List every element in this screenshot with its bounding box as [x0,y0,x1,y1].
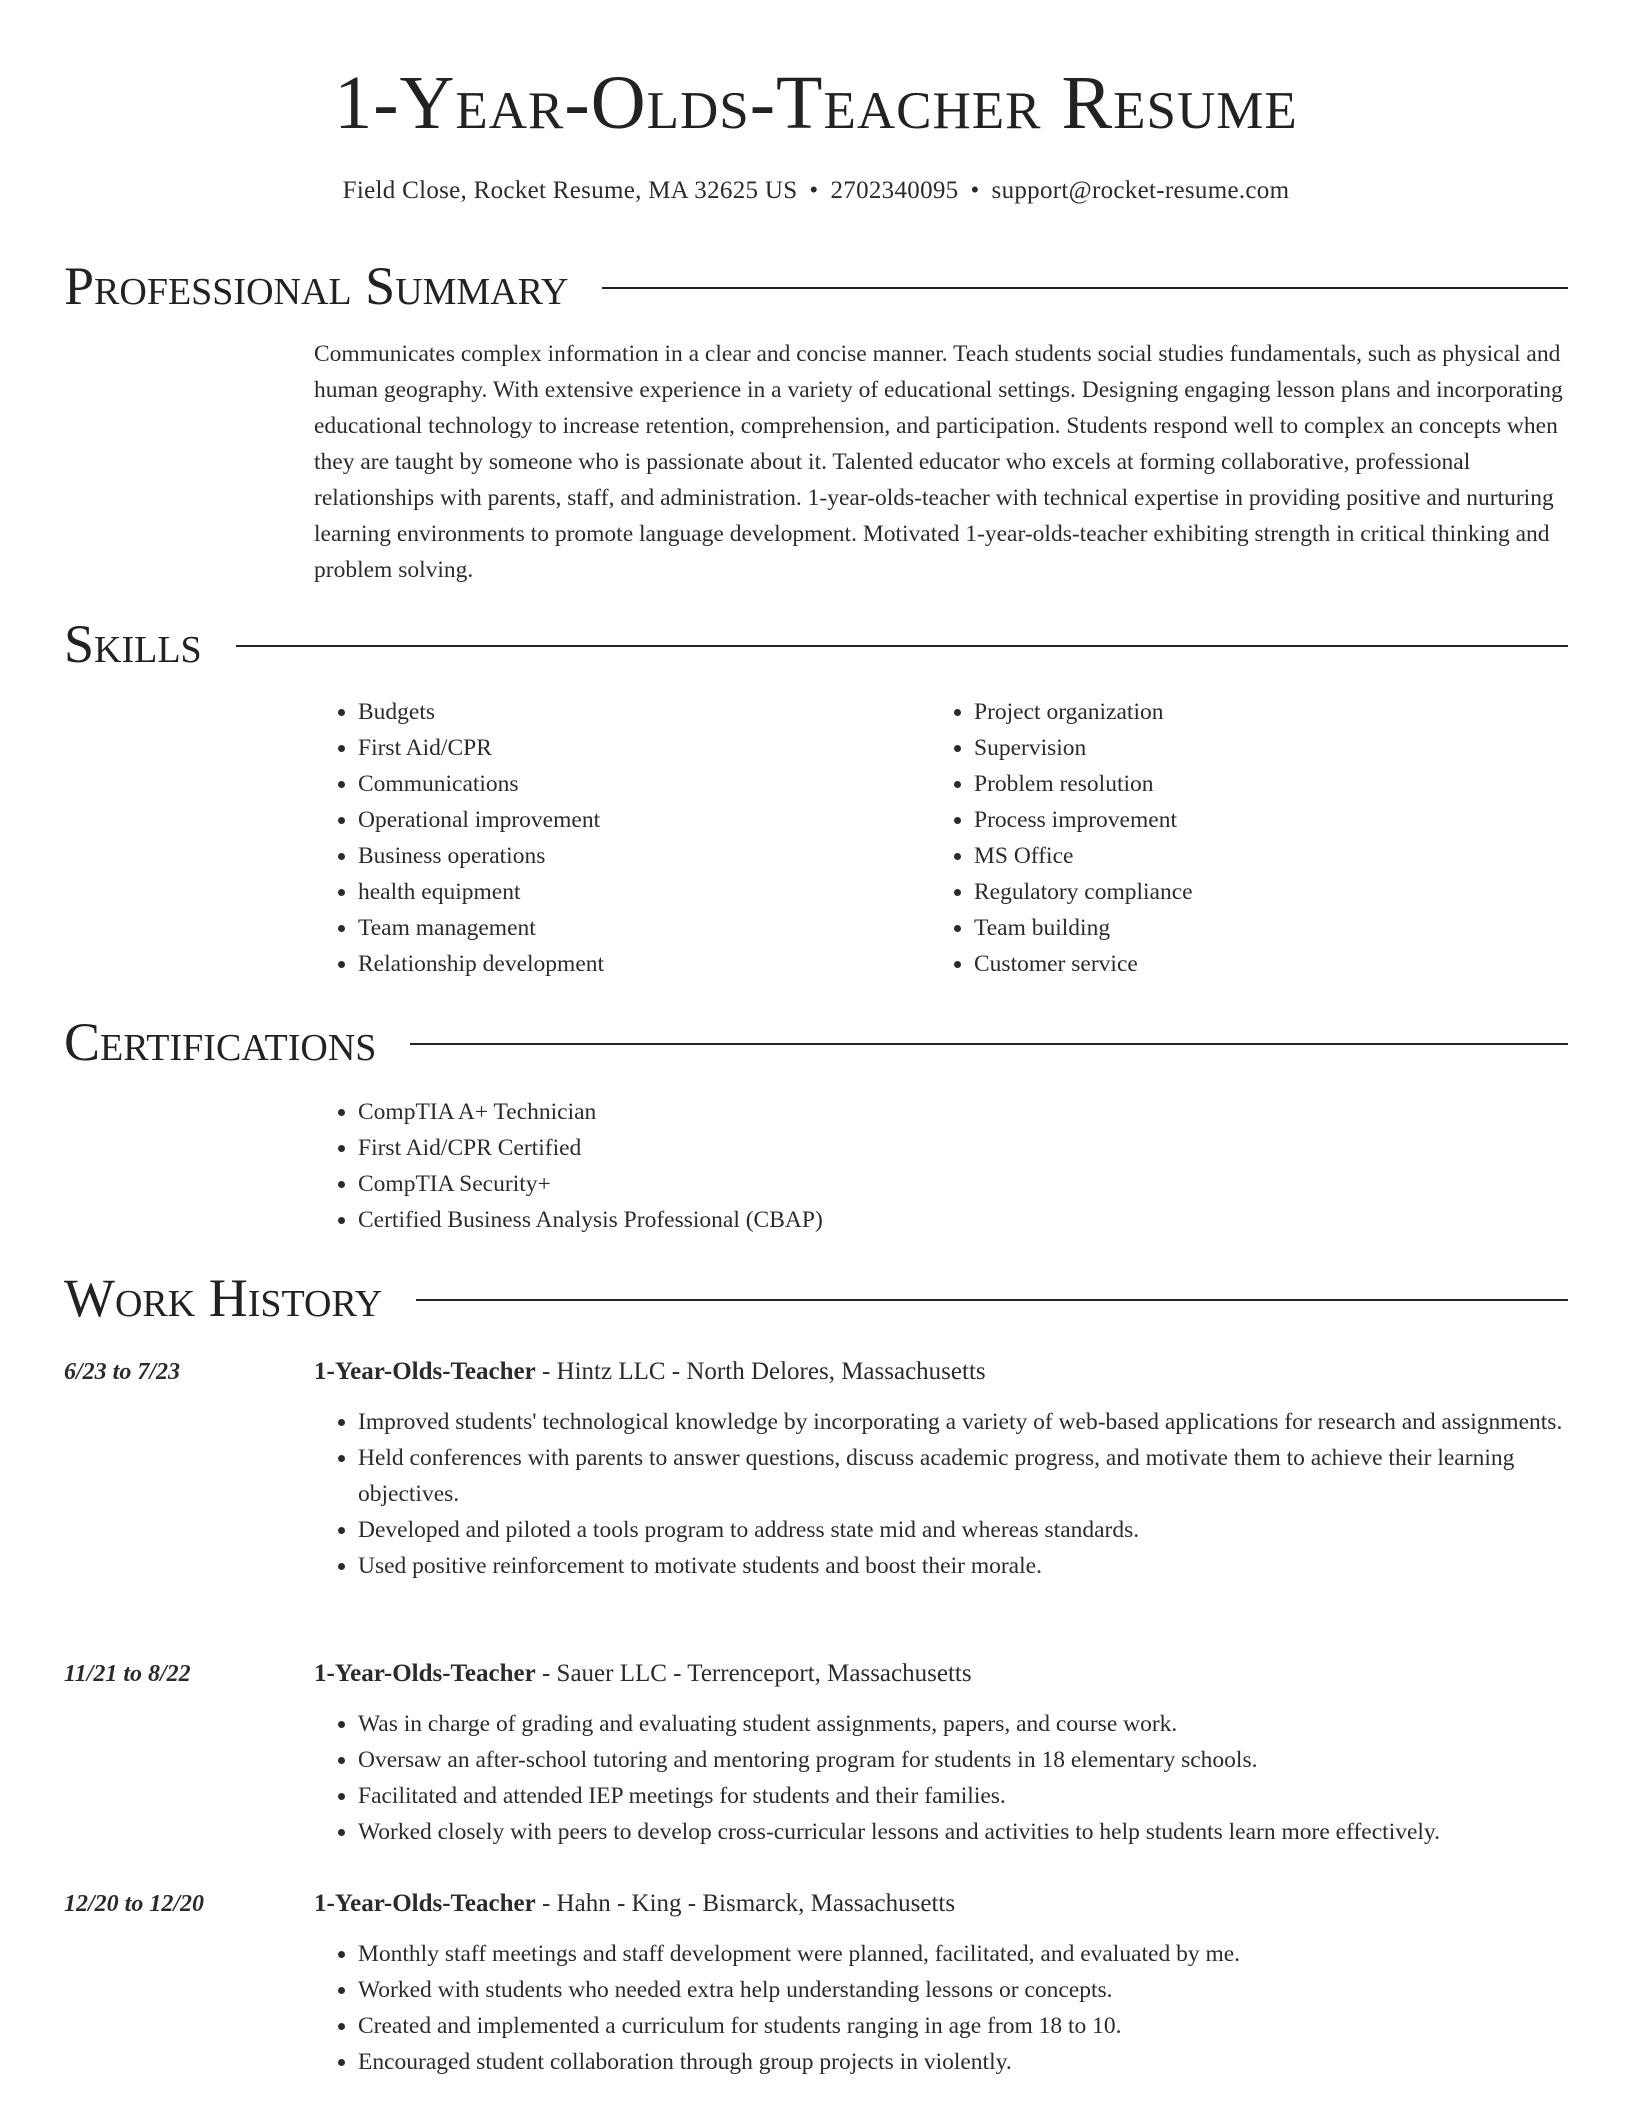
skills-column-right [930,694,1546,982]
list-item: • Regulatory compliance [974,874,1546,910]
list-item: • Business operations [358,838,930,874]
summary-section-header [64,254,1568,318]
certifications-section-header [64,1010,1568,1074]
list-item: • Certified Business Analysis Professional (CBAP) [358,1202,1568,1238]
job-employer: - Hintz LLC - North Delores, Massachusetts [535,1358,986,1385]
resume-title: 1-Year-Olds-Teacher Resume [334,61,1298,145]
job-title: 1-Year-Olds-Teacher [314,1890,536,1917]
summary-body [314,336,1568,588]
list-item: • Team building [974,910,1546,946]
job-dates: 11/21 to 8/22 [64,1661,191,1687]
certifications-heading: Certifications [64,1012,377,1072]
skills-column-left [314,694,930,982]
section-divider [236,645,1568,647]
list-item: • Worked closely with peers to develop cross-curricular lessons and activities to help students learn more effectively. [358,1814,1568,1850]
list-item: • Team management [358,910,930,946]
contact-separator: • [970,177,980,204]
job-bullets [314,1404,1568,1584]
job-bullets [314,1936,1568,2080]
job-bullets [314,1706,1568,1850]
job-details [314,1886,1568,2080]
list-item: • Customer service [974,946,1546,982]
list-item: • Monthly staff meetings and staff development were planned, facilitated, and evaluated by me. [358,1936,1568,1972]
job-details [314,1656,1568,1850]
list-item: • Used positive reinforcement to motivate students and boost their morale. [358,1548,1568,1584]
work-history-section-header [64,1266,1568,1330]
list-item: • Oversaw an after-school tutoring and mentoring program for students in 18 elementary schools. [358,1742,1568,1778]
list-item: • Supervision [974,730,1546,766]
list-item: • Encouraged student collaboration through group projects in violently. [358,2044,1568,2080]
contact-address: Field Close, Rocket Resume, MA 32625 US [342,177,798,204]
list-item: • Held conferences with parents to answer questions, discuss academic progress, and motivate them to achieve their learning objectives. [358,1440,1568,1512]
skills-list [314,694,1568,982]
list-item: • Created and implemented a curriculum for students ranging in age from 18 to 10. [358,2008,1568,2044]
job-employer: - Hahn - King - Bismarck, Massachusetts [535,1890,956,1917]
list-item: • First Aid/CPR [358,730,930,766]
list-item: • Developed and piloted a tools program to address state mid and whereas standards. [358,1512,1568,1548]
list-item: • Problem resolution [974,766,1546,802]
certifications-body [314,1094,1568,1238]
section-divider [602,287,1568,289]
job-title-line [314,1656,1568,1692]
list-item: • Communications [358,766,930,802]
list-item: • MS Office [974,838,1546,874]
list-item: • Operational improvement [358,802,930,838]
list-item: • CompTIA A+ Technician [358,1094,1568,1130]
job-title: 1-Year-Olds-Teacher [314,1660,536,1687]
contact-phone: 2702340095 [830,177,959,204]
job-details [314,1354,1568,1584]
work-history-heading: Work History [64,1268,383,1328]
list-item: • CompTIA Security+ [358,1166,1568,1202]
section-divider [410,1043,1568,1045]
skills-heading: Skills [64,614,202,674]
list-item: • Was in charge of grading and evaluating student assignments, papers, and course work. [358,1706,1568,1742]
list-item: • First Aid/CPR Certified [358,1130,1568,1166]
list-item: • Worked with students who needed extra help understanding lessons or concepts. [358,1972,1568,2008]
job-title-line [314,1886,1568,1922]
summary-text: Communicates complex information in a clear and concise manner. Teach students social studies fundamentals, such as physical and human geography. With extensive experience in a variety of educational settings. Designing engaging lesson plans and incorporating educational technology to increase retention, comprehension, and participation. Students respond well to complex an concepts when they are taught by someone who is passionate about it. Talented educator who excels at forming collaborative, professional relationships with parents, staff, and administration. 1-year-olds-teacher with technical expertise in providing positive and nurturing learning environments to promote language development. Motivated 1-year-olds-teacher exhibiting strength in critical thinking and problem solving. [314,341,1563,583]
job-dates: 12/20 to 12/20 [64,1891,205,1917]
list-item: • Budgets [358,694,930,730]
skills-section-header [64,612,1568,676]
list-item: • Process improvement [974,802,1546,838]
job-title-line [314,1354,1568,1390]
list-item: • health equipment [358,874,930,910]
job-employer: - Sauer LLC - Terrenceport, Massachusetts [535,1660,972,1687]
job-dates: 6/23 to 7/23 [64,1359,181,1385]
contact-separator: • [809,177,819,204]
list-item: • Project organization [974,694,1546,730]
list-item: • Improved students' technological knowledge by incorporating a variety of web-based applications for research and assignments. [358,1404,1568,1440]
list-item: • Relationship development [358,946,930,982]
summary-heading: Professional Summary [64,256,569,316]
section-divider [416,1299,1568,1301]
contact-email: support@rocket-resume.com [991,177,1290,204]
list-item: • Facilitated and attended IEP meetings for students and their families. [358,1778,1568,1814]
job-title: 1-Year-Olds-Teacher [314,1358,536,1385]
certifications-list [314,1094,1568,1238]
contact-line [0,174,1632,208]
